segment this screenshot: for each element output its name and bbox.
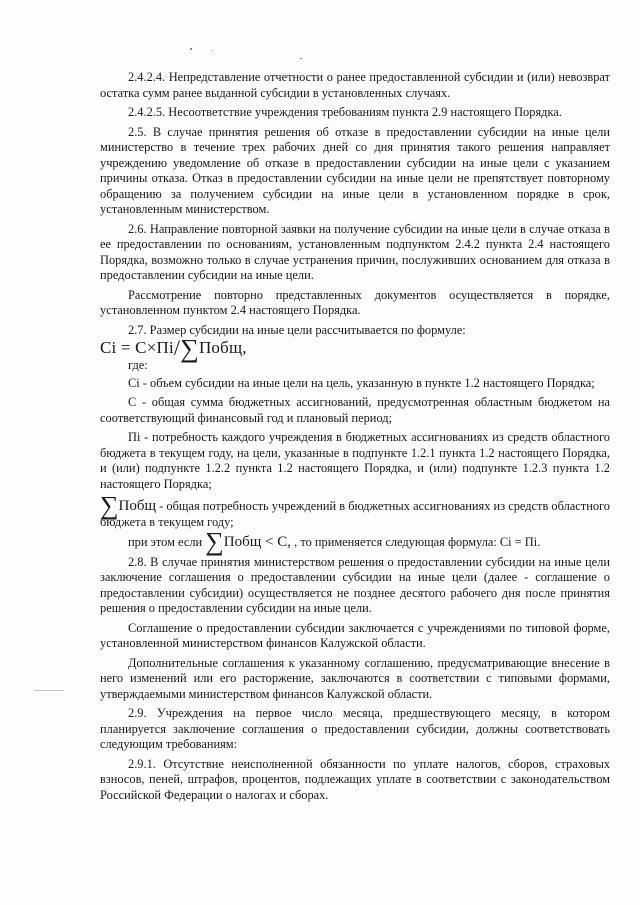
scan-speck (212, 50, 213, 51)
condition-line (100, 527, 610, 556)
paragraph-2-6: 2.6. Направление повторной заявки на получение субсидии на иные цели в случае отказа в ее предоставлении по основаниям, установленным подпунктом 2.4.2 пункта 2.4 настоящего Порядка, возможно только в случае устранения причин, послуживших основанием для отказа в предоставлении субсидии на иные цели. (100, 221, 610, 282)
paragraph-agreement-form: Соглашение о предоставлении субсидии заключается с учреждениями по типовой форме, установленной министерством финансов Калужской области. (100, 620, 610, 650)
where-label: где: (128, 358, 148, 372)
definition-c: С - общая сумма бюджетных ассигнований, предусмотренная областным бюджетом на соответствующий финансовый год и плановый период; (100, 395, 610, 425)
formula-slash: / (173, 335, 181, 360)
total-need-symbol: Побщ (118, 498, 157, 514)
formula-lhs: Ci = C×Пi (100, 338, 174, 357)
formula-rhs: Побщ, (198, 338, 247, 357)
paragraph-additional-agreements: Дополнительные соглашения к указанному соглашению, предусматривающие внесение в него изменений или его расторжение, заключаются в соответствии с типовыми формами, утверждаемыми министерством финансов Калужской области. (100, 655, 610, 701)
document-body (100, 70, 610, 803)
condition-prefix: при этом если (128, 535, 206, 549)
subsidy-formula (100, 334, 610, 363)
scan-speck (34, 690, 64, 691)
sum-symbol: ∑ (205, 527, 224, 556)
paragraph-2-7: 2.7. Размер субсидии на иные цели рассчитывается по формуле: (128, 322, 466, 337)
definition-total-need (100, 491, 610, 530)
condition-expression: Побщ < С, (223, 534, 292, 550)
paragraph-2-9-1: 2.9.1. Отсутствие неисполненной обязанности по уплате налогов, сборов, страховых взносов, пеней, штрафов, процентов, подлежащих уплате в соответствии с законодательством Российской Федерации о налогах и сборах. (100, 756, 610, 802)
sum-symbol: ∑ (100, 491, 119, 520)
paragraph-2-9: 2.9. Учреждения на первое число месяца, предшествующего месяцу, в котором планируется заключение соглашения о предоставлении субсидии, должны соответствовать следующим требованиям: (100, 706, 610, 751)
paragraph-2-4-2-4: 2.4.2.4. Непредставление отчетности о ранее предоставленной субсидии и (или) невозврат остатка сумм ранее выданной субсидии в установленных случаях. (100, 70, 610, 100)
total-need-text: - общая потребность учреждений в бюджетных ассигнованиях из средств областного бюджета в текущем году; (100, 499, 610, 529)
condition-suffix: , то применяется следующая формула: Ci = Пi. (291, 535, 541, 549)
definition-ci: Ci - объем субсидии на иные цели на цель, указанную в пункте 1.2 настоящего Порядка; (128, 375, 595, 390)
scan-speck (190, 48, 192, 50)
definition-pi: Пi - потребность каждого учреждения в бюджетных ассигнованиях из средств областного бюджета в текущем году, на цели, указанные в подпункте 1.2.1 пункта 1.2 настоящего Порядка, и (или) подпункте 1.2.2 пункта 1.2 настоящего Порядка, и (или) подпункте 1.2.3 пункта 1.2 настоящего Порядка; (100, 430, 610, 491)
paragraph-review: Рассмотрение повторно представленных документов осуществляется в порядке, установленном пунктом 2.4 настоящего Порядка. (100, 287, 610, 317)
scan-speck (300, 58, 302, 59)
paragraph-2-5: 2.5. В случае принятия решения об отказе в предоставлении субсидии на иные цели министерство в течение трех рабочих дней со дня принятия такого решения направляет учреждению уведомление об отказе в предоставлении субсидии на иные цели с указанием причины отказа. Отказ в предоставлении субсидии на иные цели не препятствует повторному обращению за получением субсидии на иные цели в установленном порядке в срок, установленным министерством. (100, 124, 610, 216)
paragraph-2-4-2-5: 2.4.2.5. Несоответствие учреждения требованиям пункта 2.9 настоящего Порядка. (128, 105, 562, 119)
sum-symbol: ∑ (180, 334, 199, 363)
paragraph-2-8: 2.8. В случае принятия министерством решения о предоставлении субсидии на иные цели заключение соглашения о предоставлении субсидии на иные цели (далее - соглашение о предоставлении субсидии) осуществляется не позднее десятого рабочего дня после принятия решения о предоставлении субсидии на иные цели. (100, 554, 610, 615)
